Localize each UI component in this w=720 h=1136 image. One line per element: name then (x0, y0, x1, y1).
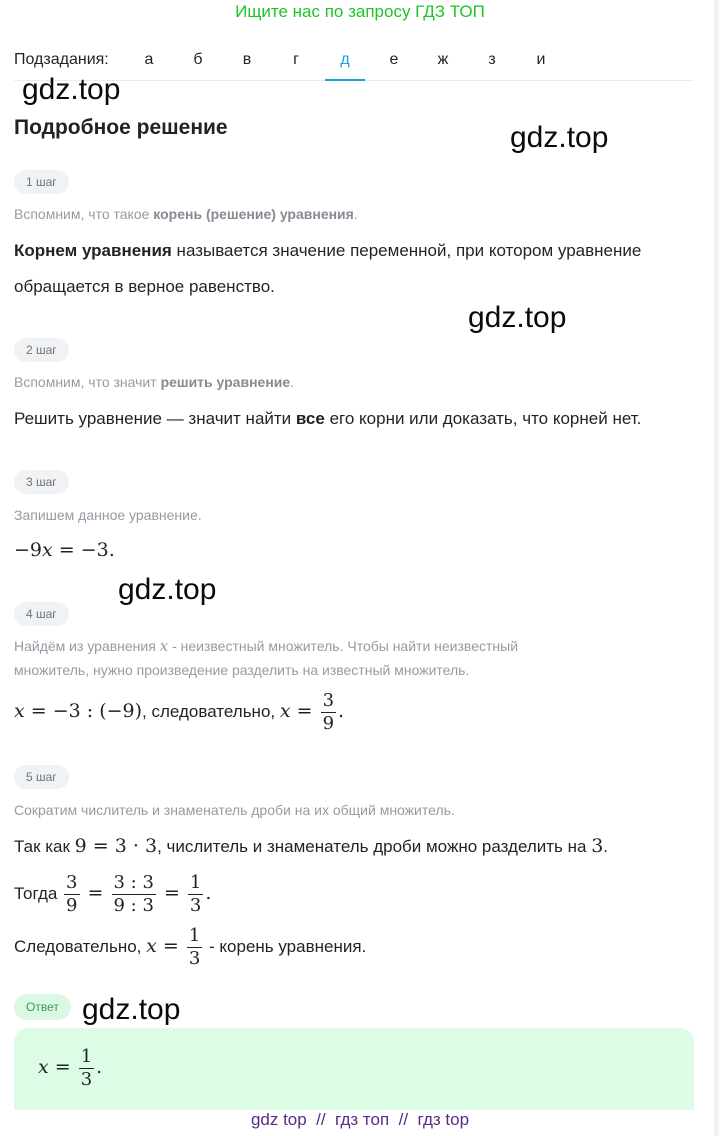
page-edge-rule (714, 0, 719, 1136)
fraction: $\frac{1}{3}$ (189, 872, 202, 916)
solution-title: Подробное решение (14, 116, 228, 139)
step-5-line-1: Так как 9 = 3 · 3, числитель и знаменатель дроби можно разделить на 3. (14, 835, 609, 857)
watermark: gdz.top (118, 573, 217, 606)
watermark: gdz.top (468, 301, 567, 334)
step-5-badge: 5 шаг (14, 765, 69, 789)
answer-box (14, 1028, 694, 1110)
tab-b[interactable]: б (193, 51, 203, 68)
step-5-hint: Сократим числитель и знаменатель дроби на их общий множитель. (14, 802, 455, 818)
step-1-text: Корнем уравнения называется значение переменной, при котором уравнение (14, 241, 642, 260)
step-3-hint: Запишем данное уравнение. (14, 507, 202, 523)
answer-badge: Ответ (14, 994, 71, 1020)
watermark: gdz.top (22, 73, 121, 106)
step-1-hint: Вспомним, что такое корень (решение) уравнения. (14, 206, 358, 222)
step-2-hint: Вспомним, что значит решить уравнение. (14, 374, 295, 390)
watermark: gdz.top (82, 993, 181, 1026)
step-2-text: Решить уравнение — значит найти все его корни или доказать, что корней нет. (14, 409, 642, 428)
tab-d[interactable]: д (325, 50, 365, 80)
tab-a[interactable]: а (144, 51, 154, 68)
step-3-equation: −9x = −3. (14, 539, 115, 561)
step-3-badge: 3 шаг (14, 470, 69, 494)
subtasks-label: Подзадания: (14, 51, 109, 68)
fraction: $\frac{3}{9}$ (66, 872, 78, 916)
step-1-badge: 1 шаг (14, 170, 69, 194)
step-4-hint: Найдём из уравнения x - неизвестный множитель. Чтобы найти неизвестный (14, 637, 519, 655)
fraction: $\frac{3 : 3}{9 : 3}$ (113, 872, 154, 916)
tab-e[interactable]: е (389, 51, 399, 68)
step-4-badge: 4 шаг (14, 602, 69, 626)
tab-zh[interactable]: ж (437, 51, 449, 68)
step-1-text-2: обращается в верное равенство. (14, 277, 275, 296)
fraction: $\frac{1}{3}$ (80, 1046, 93, 1090)
top-banner: Ищите нас по запросу ГДЗ ТОП (235, 2, 485, 21)
answer-equation: x = $\frac{1}{3}$ . (38, 1046, 103, 1090)
tab-i[interactable]: и (536, 51, 546, 68)
step-4-hint-2: множитель, нужно произведение разделить на известный множитель. (14, 662, 470, 678)
step-2-badge: 2 шаг (14, 338, 69, 362)
step-4-line: x = −3 : (−9), следовательно, x = $\frac{3}{9}$ . (14, 690, 345, 734)
fraction: $\frac{1}{3}$ (188, 925, 201, 969)
tab-z[interactable]: з (488, 51, 496, 68)
step-5-line-2: Тогда $\frac{3}{9}$ = $\frac{3 : 3}{9 : 3}$ = $\frac{1}{3}$ . (14, 872, 212, 916)
tab-g[interactable]: г (293, 51, 299, 68)
tab-v[interactable]: в (242, 51, 252, 68)
step-5-line-3: Следовательно, x = $\frac{1}{3}$ - корень уравнения. (14, 925, 367, 969)
fraction: $\frac{3}{9}$ (322, 690, 335, 734)
footer-links[interactable]: gdz top // гдз топ // гдз top (250, 1110, 470, 1129)
watermark: gdz.top (510, 121, 609, 154)
